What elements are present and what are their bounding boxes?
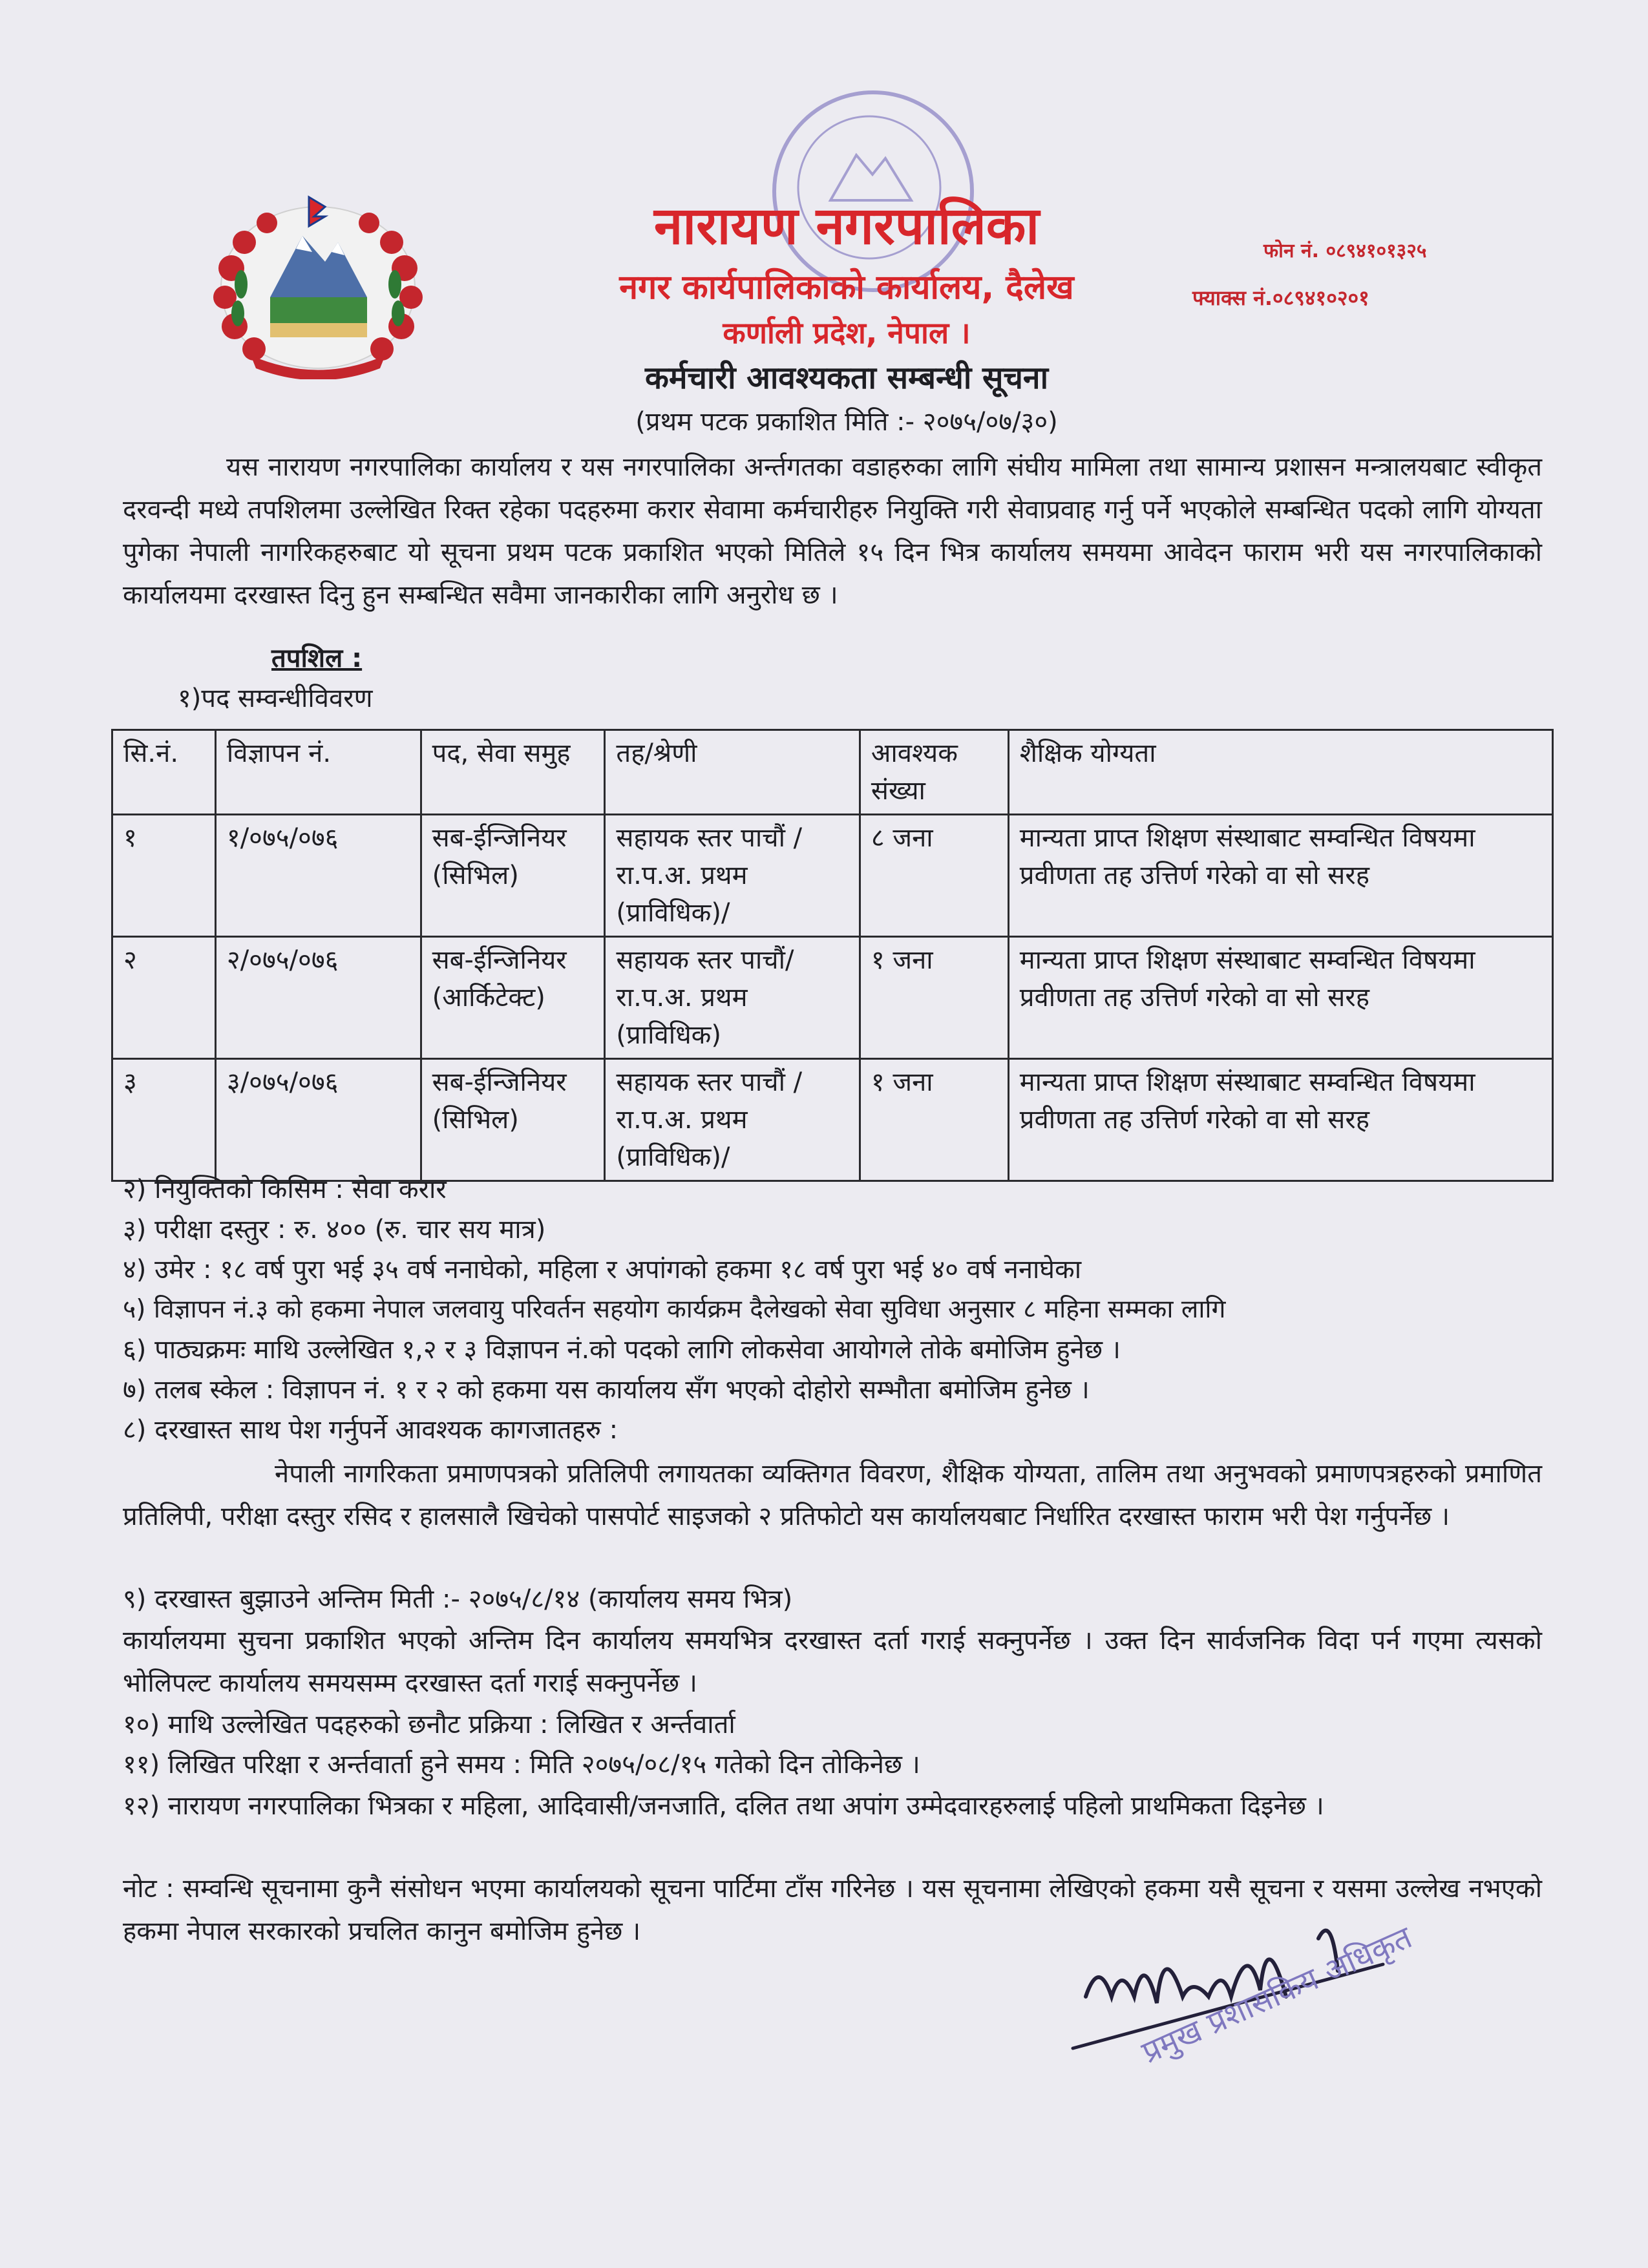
- nepal-emblem: [206, 191, 430, 379]
- office-name: नगर कार्यपालिकाको कार्यालय, दैलेख: [619, 268, 1074, 307]
- cell-serial: २: [112, 937, 216, 1059]
- cell-qualification: मान्यता प्राप्त शिक्षण संस्थाबाट सम्वन्धित विषयमा प्रवीणता तह उत्तिर्ण गरेको वा सो सरह: [1008, 1059, 1552, 1181]
- org-name: नारायण नगरपालिका: [653, 196, 1040, 256]
- item-3: ३) परीक्षा दस्तुर : रु. ४०० (रु. चार सय मात्र): [123, 1215, 546, 1244]
- item-4: ४) उमेर : १८ वर्ष पुरा भई ३५ वर्ष ननाघेको, महिला र अपांगको हकमा १८ वर्ष पुरा भई ४० वर्ष ननाघेका: [123, 1255, 1082, 1285]
- cell-qualification: मान्यता प्राप्त शिक्षण संस्थाबाट सम्वन्धित विषयमा प्रवीणता तह उत्तिर्ण गरेको वा सो सरह: [1008, 937, 1552, 1059]
- item-9: ९) दरखास्त बुझाउने अन्तिम मिती :- २०७५/८/१४ (कार्यालय समय भित्र): [123, 1584, 793, 1614]
- cell-qualification: मान्यता प्राप्त शिक्षण संस्थाबाट सम्वन्धित विषयमा प्रवीणता तह उत्तिर्ण गरेको वा सो सरह: [1008, 815, 1552, 937]
- cell-level: सहायक स्तर पाचौं /रा.प.अ. प्रथम (प्राविधिक)/: [605, 815, 860, 937]
- notice-title: कर्मचारी आवश्यकता सम्बन्धी सूचना: [644, 360, 1049, 396]
- cell-serial: ३: [112, 1059, 216, 1181]
- cell-count: ८ जना: [860, 815, 1008, 937]
- col-header-post: पद, सेवा समुह: [421, 730, 605, 815]
- section-1-heading: १)पद सम्वन्धीविवरण: [178, 684, 373, 713]
- cell-post: सब-ईन्जिनियर (सिभिल): [421, 1059, 605, 1181]
- table-row: [112, 1059, 1553, 1181]
- item-5: ५) विज्ञापन नं.३ को हकमा नेपाल जलवायु परिवर्तन सहयोग कार्यक्रम दैलेखको सेवा सुविधा अनुसार ८ महिना सम्मका लागि: [123, 1295, 1226, 1324]
- col-header-ad-no: विज्ञापन नं.: [215, 730, 421, 815]
- posts-table: [111, 729, 1554, 1182]
- item-7: ७) तलब स्केल : विज्ञापन नं. १ र २ को हकमा यस कार्यालय सँग भएको दोहोरो सम्भौता बमोजिम हुनेछ ।: [123, 1375, 1090, 1405]
- cell-ad-no: २/०७५/०७६: [215, 937, 421, 1059]
- signatory-designation: प्रमुख प्रशासकिय अधिकृत: [1136, 1919, 1418, 2071]
- item-8: ८) दरखास्त साथ पेश गर्नुपर्ने आवश्यक कागजातहरु :: [123, 1415, 618, 1445]
- item-6: ६) पाठ्यक्रमः माथि उल्लेखित १,२ र ३ विज्ञापन नं.को पदको लागि लोकसेवा आयोगले तोके बमोजिम हुनेछ ।: [123, 1335, 1121, 1365]
- cell-serial: १: [112, 815, 216, 937]
- fax-number: फ्याक्स नं.०८९४१०२०१: [1192, 286, 1369, 310]
- office-stamp: [772, 90, 974, 292]
- item-12: १२) नारायण नगरपालिका भित्रका र महिला, आदिवासी/जनजाति, दलित तथा अपांग उम्मेदवारहरुलाई पहिलो प्राथमिकता दिइनेछ ।: [123, 1791, 1324, 1821]
- col-header-serial: सि.नं.: [112, 730, 216, 815]
- note-paragraph: नोट : सम्वन्धि सूचनामा कुनै संसोधन भएमा कार्यालयको सूचना पार्टिमा टाँस गरिनेछ । यस सूचनामा लेखिएको हकमा यसै सूचना र यसमा उल्लेख नभएको हकमा नेपाल सरकारको प्रचलित कानुन बमोजिम हुनेछ ।: [123, 1874, 1542, 1946]
- cell-level: सहायक स्तर पाचौं /रा.प.अ. प्रथम (प्राविधिक)/: [605, 1059, 860, 1181]
- table-row: [112, 937, 1553, 1059]
- phone-number: फोन नं. ०८९४१०१३२५: [1263, 240, 1427, 262]
- table-header-row: [112, 730, 1553, 815]
- item-11: ११) लिखित परिक्षा र अर्न्तवार्ता हुने समय : मिति २०७५/०८/१५ गतेको दिन तोकिनेछ ।: [123, 1750, 920, 1780]
- publish-date: (प्रथम पटक प्रकाशित मिति :- २०७५/०७/३०): [635, 407, 1058, 437]
- cell-level: सहायक स्तर पाचौं/रा.प.अ. प्रथम (प्राविधिक): [605, 937, 860, 1059]
- tapsil-heading: तपशिल :: [271, 644, 363, 673]
- item-9-text: कार्यालयमा सुचना प्रकाशित भएको अन्तिम दिन कार्यालय समयभित्र दरखास्त दर्ता गराई सक्नुपर्नेछ । उक्त दिन सार्वजनिक विदा पर्न गएमा त्यसको भोलिपल्ट कार्यालय समयसम्म दरखास्त दर्ता गराई सक्नुपर्नेछ ।: [123, 1626, 1542, 1698]
- table-row: [112, 815, 1553, 937]
- cell-post: सब-ईन्जिनियर (सिभिल): [421, 815, 605, 937]
- cell-ad-no: ३/०७५/०७६: [215, 1059, 421, 1181]
- province-name: कर्णाली प्रदेश, नेपाल ।: [723, 315, 971, 350]
- cell-count: १ जना: [860, 937, 1008, 1059]
- cell-post: सब-ईन्जिनियर (आर्किटेक्ट): [421, 937, 605, 1059]
- item-2: २) नियुक्तिको किसिम : सेवा करार: [123, 1175, 447, 1204]
- col-header-count: आवश्यक संख्या: [860, 730, 1008, 815]
- item-8-text: नेपाली नागरिकता प्रमाणपत्रको प्रतिलिपी लगायतका व्यक्तिगत विवरण, शैक्षिक योग्यता, तालिम तथा अनुभवको प्रमाणपत्रहरुको प्रमाणित प्रतिलिपी, परीक्षा दस्तुर रसिद र हालसालै खिचेको पासपोर्ट साइजको २ प्रतिफोटो यस कार्यालयबाट निर्धारित दरखास्त फाराम भरी पेश गर्नुपर्नेछ ।: [123, 1459, 1542, 1531]
- col-header-level: तह/श्रेणी: [605, 730, 860, 815]
- intro-paragraph: यस नारायण नगरपालिका कार्यालय र यस नगरपालिका अर्न्तगतका वडाहरुका लागि संघीय मामिला तथा सामान्य प्रशासन मन्त्रालयबाट स्वीकृत दरवन्दी मध्ये तपशिलमा उल्लेखित रिक्त रहेका पदहरुमा करार सेवामा कर्मचारीहरु नियुक्ति गरी सेवाप्रवाह गर्नु पर्ने भएकोले सम्बन्धित पदको लागि योग्यता पुगेका नेपाली नागरिकहरुबाट यो सूचना प्रथम पटक प्रकाशित भएको मितिले १५ दिन भित्र कार्यालय समयमा आवेदन फाराम भरी यस नगरपालिकाको कार्यालयमा दरखास्त दिनु हुन सम्बन्धित सवैमा जानकारीका लागि अनुरोध छ ।: [123, 452, 1542, 610]
- cell-count: १ जना: [860, 1059, 1008, 1181]
- col-header-qualification: शैक्षिक योग्यता: [1008, 730, 1552, 815]
- item-10: १०) माथि उल्लेखित पदहरुको छनौट प्रक्रिया : लिखित र अर्न्तवार्ता: [123, 1710, 735, 1739]
- cell-ad-no: १/०७५/०७६: [215, 815, 421, 937]
